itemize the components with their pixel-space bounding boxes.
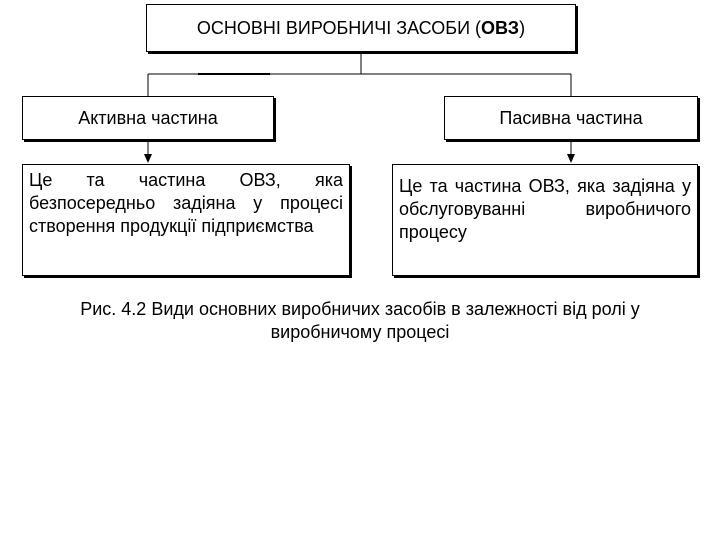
active-part-description-box [22,164,350,276]
passive-part-description: Це та частина ОВЗ, яка задіяна у обслуговуванні виробничого процесу [399,176,691,242]
figure-caption: Рис. 4.2 Види основних виробничих засобів в залежності від ролі у виробничому процесі [80,299,640,342]
root-node-label-abbr: ОВЗ [481,17,520,38]
active-part-title: Активна частина [78,107,218,128]
active-part-description: Це та частина ОВЗ, яка безпосередньо задіяна у процесі створення продукції підприємства [29,170,343,236]
active-part-box [22,96,274,140]
root-node-box [146,4,576,52]
root-node-label-suffix: ) [519,17,526,38]
passive-part-description-box [392,164,698,276]
right-arrowhead-icon [567,154,575,163]
left-arrowhead-icon [144,154,152,163]
passive-part-title: Пасивна частина [499,107,643,128]
root-node-label-prefix: ОСНОВНІ ВИРОБНИЧІ ЗАСОБИ ( [196,17,482,38]
passive-part-box [444,96,698,140]
